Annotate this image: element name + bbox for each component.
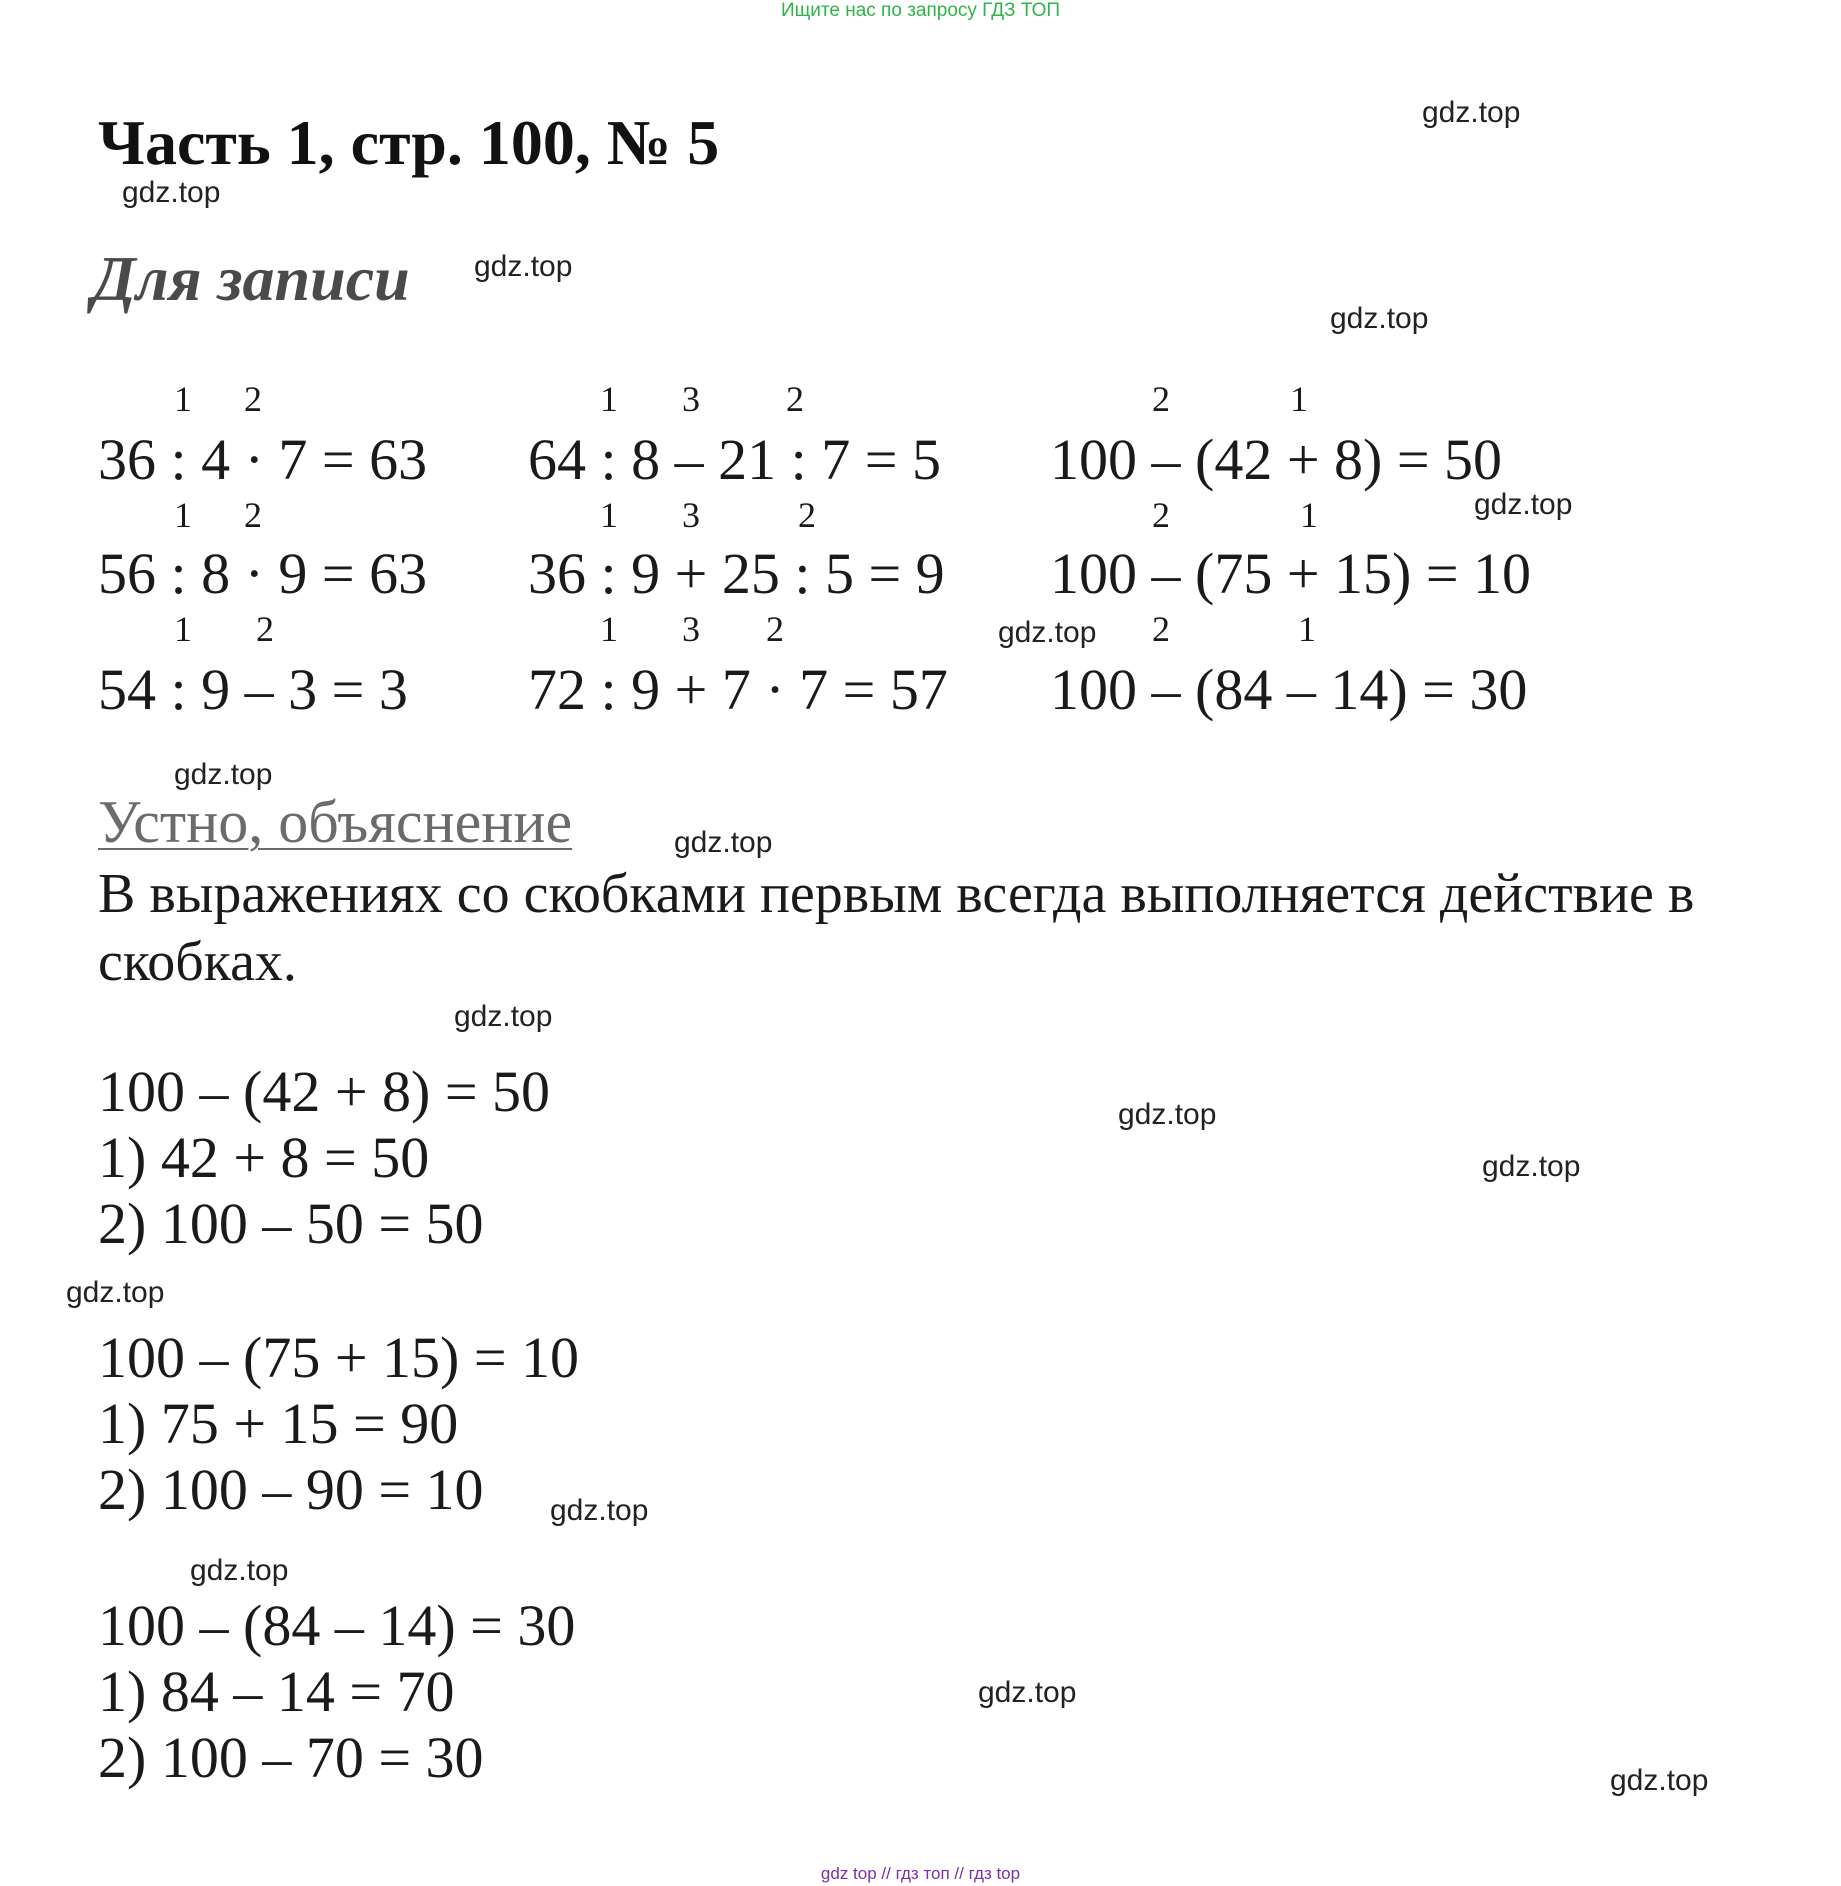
order-mark: 1 [600, 495, 618, 535]
footer-links[interactable]: gdz top // гдз топ // гдз top [820, 1864, 1021, 1883]
solution-step: 1) 75 + 15 = 90 [98, 1391, 459, 1456]
watermark: gdz.top [122, 176, 221, 209]
order-mark: 1 [600, 609, 618, 649]
order-mark: 1 [1300, 495, 1318, 535]
section-heading-record: Для записи [92, 243, 410, 314]
expression: 72 : 9 + 7 · 7 = 57 [528, 657, 948, 722]
watermark: gdz.top [1118, 1098, 1217, 1131]
watermark: gdz.top [190, 1554, 289, 1587]
watermark: gdz.top [674, 826, 773, 859]
order-mark: 3 [682, 379, 700, 419]
expression: 100 – (75 + 15) = 10 [1050, 541, 1532, 606]
order-mark: 1 [600, 379, 618, 419]
order-mark: 2 [786, 379, 804, 419]
order-mark: 1 [174, 379, 192, 419]
order-mark: 2 [766, 609, 784, 649]
watermark: gdz.top [474, 250, 573, 283]
watermark: gdz.top [1330, 302, 1429, 335]
expression: 64 : 8 – 21 : 7 = 5 [528, 427, 941, 492]
order-mark: 2 [256, 609, 274, 649]
expression: 54 : 9 – 3 = 3 [98, 657, 408, 722]
watermark: gdz.top [1474, 488, 1573, 521]
order-mark: 2 [244, 379, 262, 419]
order-mark: 3 [682, 495, 700, 535]
solution-expression: 100 – (42 + 8) = 50 [98, 1059, 551, 1124]
solution-expression: 100 – (84 – 14) = 30 [98, 1593, 576, 1658]
watermark: gdz.top [174, 758, 273, 791]
expression: 36 : 9 + 25 : 5 = 9 [528, 541, 945, 606]
watermark: gdz.top [66, 1276, 165, 1309]
expression: 100 – (42 + 8) = 50 [1050, 427, 1503, 492]
solution-step: 1) 84 – 14 = 70 [98, 1659, 455, 1724]
solution-expression: 100 – (75 + 15) = 10 [98, 1325, 580, 1390]
order-mark: 1 [174, 495, 192, 535]
watermark: gdz.top [998, 616, 1097, 649]
solution-step: 1) 42 + 8 = 50 [98, 1125, 430, 1190]
watermark: gdz.top [1482, 1150, 1581, 1183]
order-mark: 3 [682, 609, 700, 649]
order-mark: 2 [1152, 609, 1170, 649]
section-heading-oral: Устно, объяснение [98, 789, 573, 855]
order-mark: 2 [244, 495, 262, 535]
expression: 36 : 4 · 7 = 63 [98, 427, 428, 492]
order-mark: 1 [1298, 609, 1316, 649]
explanation-text: В выражениях со скобками первым всегда выполняется действие в скобках. [98, 863, 1695, 993]
order-mark: 2 [1152, 379, 1170, 419]
solution-step: 2) 100 – 70 = 30 [98, 1725, 484, 1790]
watermark: gdz.top [454, 1000, 553, 1033]
page-title: Часть 1, стр. 100, № 5 [98, 107, 720, 178]
expression: 100 – (84 – 14) = 30 [1050, 657, 1528, 722]
watermark: gdz.top [550, 1494, 649, 1527]
expression: 56 : 8 · 9 = 63 [98, 541, 428, 606]
order-mark: 2 [798, 495, 816, 535]
watermark: gdz.top [1422, 96, 1521, 129]
order-mark: 2 [1152, 495, 1170, 535]
watermark: gdz.top [978, 1676, 1077, 1709]
top-banner[interactable]: Ищите нас по запросу ГДЗ ТОП [780, 0, 1061, 21]
order-mark: 1 [174, 609, 192, 649]
solution-step: 2) 100 – 50 = 50 [98, 1191, 484, 1256]
watermark: gdz.top [1610, 1764, 1709, 1797]
order-mark: 1 [1290, 379, 1308, 419]
solution-step: 2) 100 – 90 = 10 [98, 1457, 484, 1522]
